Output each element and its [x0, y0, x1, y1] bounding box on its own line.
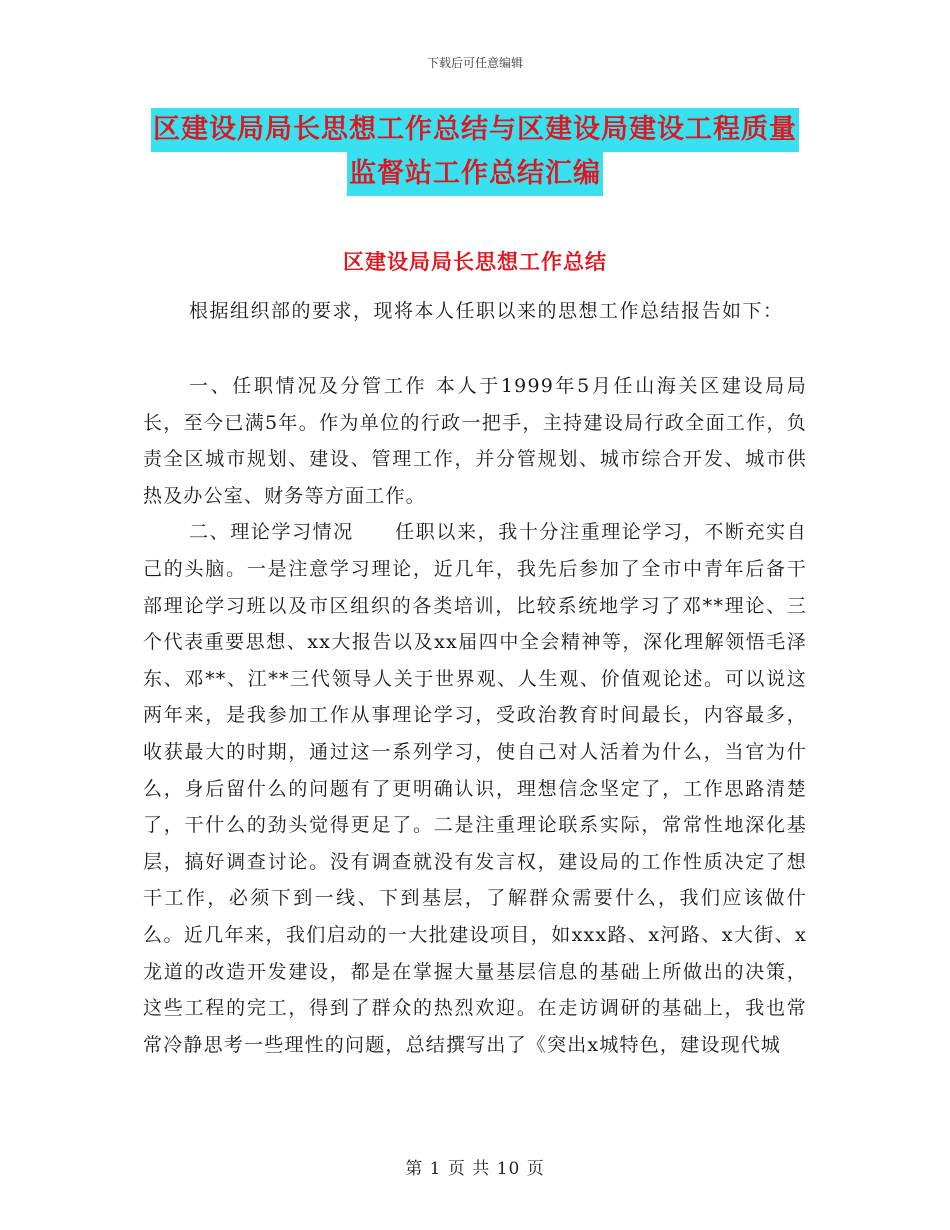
title-line-1: 区建设局局长思想工作总结与区建设局建设工程质量: [151, 108, 799, 152]
intro-paragraph: 根据组织部的要求，现将本人任职以来的思想工作总结报告如下：: [189, 300, 784, 322]
paragraph-2: 二、理论学习情况 任职以来，我十分注重理论学习，不断充实自己的头脑。一是注意学习理论，近几年，我先后参加了全市中青年后备干部理论学习班以及市区组织的各类培训，比较系统地学习了邓**理论、三个代表重要思想、xx大报告以及xx届四中全会精神等，深化理解领悟毛泽东、邓**、江**三代领导人关于世界观、人生观、价值观论述。可以说这两年来，是我参加工作从事理论学习，受政治教育时间最长，内容最多，收获最大的时期，通过这一系列学习，使自己对人活着为什么，当官为什么，身后留什么的问题有了更明确认识，理想信念坚定了，工作思路清楚了，干什么的劲头觉得更足了。二是注重理论联系实际，常常性地深化基层，搞好调查讨论。没有调查就没有发言权，建设局的工作性质决定了想干工作，必须下到一线、下到基层，了解群众需要什么，我们应该做什么。近几年来，我们启动的一大批建设项目，如xxx路、x河路、x大街、x龙道的改造开发建设，都是在掌握大量基层信息的基础上所做出的决策，这些工程的完工，得到了群众的热烈欢迎。在走访调研的基础上，我也常常冷静思考一些理性的问题，总结撰写出了《突出x城特色，建设现代城: [143, 521, 807, 1056]
section-title: 区建设局局长思想工作总结: [343, 249, 607, 274]
header-note: 下载后可任意编辑: [426, 56, 523, 70]
title-line-2: 监督站工作总结汇编: [347, 152, 603, 196]
document-title: [0, 108, 950, 196]
paragraph-1: 一、任职情况及分管工作 本人于1999年5月任山海关区建设局局长，至今已满5年。作为单位的行政一把手，主持建设局行政全面工作，负责全区城市规划、建设、管理工作，并分管规划、城市综合开发、城市供热及办公室、财务等方面工作。: [143, 375, 807, 507]
page-footer: 第 1 页 共 10 页: [405, 1159, 545, 1179]
body-text: [143, 368, 807, 1063]
